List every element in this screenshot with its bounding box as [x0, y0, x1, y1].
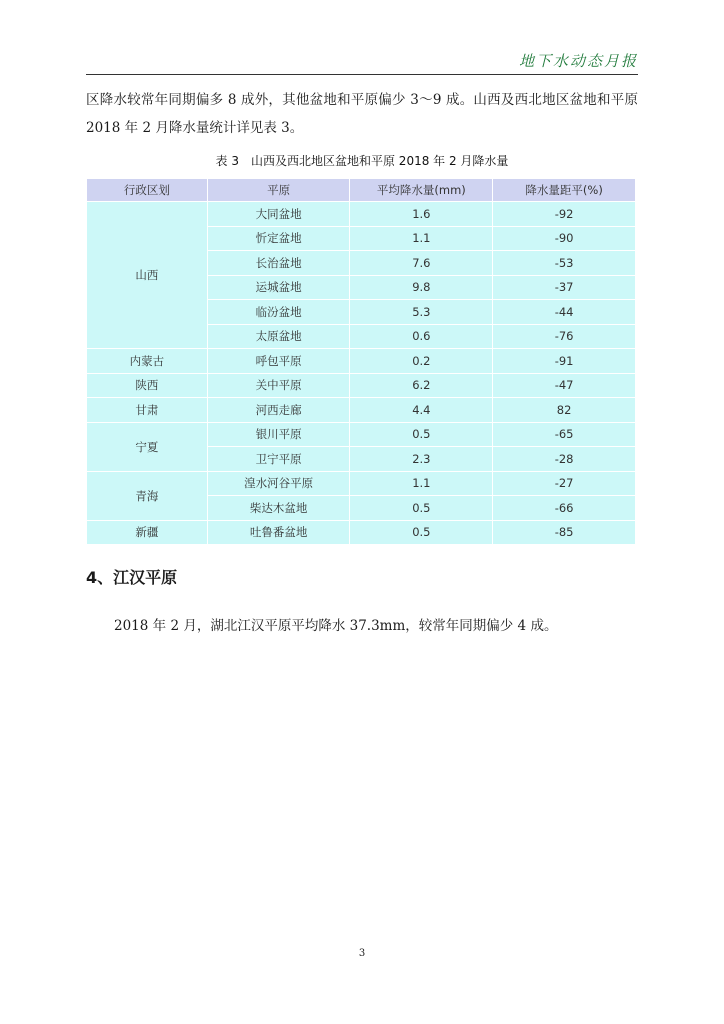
- precipitation-cell: 0.5: [350, 496, 492, 520]
- table-row: [87, 472, 635, 496]
- anomaly-cell: -65: [493, 423, 635, 447]
- anomaly-cell: -91: [493, 349, 635, 373]
- plain-cell: 湟水河谷平原: [208, 472, 350, 496]
- table-row: [87, 202, 635, 226]
- table-row: [87, 398, 635, 422]
- plain-cell: 呼包平原: [208, 349, 350, 373]
- precipitation-table: [86, 178, 636, 545]
- table-row: [87, 423, 635, 447]
- precipitation-cell: 5.3: [350, 300, 492, 324]
- precipitation-cell: 0.2: [350, 349, 492, 373]
- column-header: 降水量距平(%): [493, 179, 635, 201]
- header-divider: [86, 74, 638, 75]
- anomaly-cell: -90: [493, 227, 635, 251]
- page-number: 3: [358, 948, 366, 959]
- plain-cell: 卫宁平原: [208, 447, 350, 471]
- precipitation-cell: 9.8: [350, 276, 492, 300]
- anomaly-cell: -37: [493, 276, 635, 300]
- region-cell: 青海: [87, 472, 207, 520]
- paragraph-section4: 2018 年 2 月，湖北江汉平原平均降水 37.3mm，较常年同期偏少 4 成。: [114, 618, 558, 634]
- paragraph-intro: 区降水较常年同期偏多 8 成外，其他盆地和平原偏少 3～9 成。山西及西北地区盆地和平原 2018 年 2 月降水量统计详见表 3。: [86, 92, 638, 136]
- precipitation-cell: 2.3: [350, 447, 492, 471]
- anomaly-cell: -92: [493, 202, 635, 226]
- plain-cell: 太原盆地: [208, 325, 350, 349]
- anomaly-cell: -66: [493, 496, 635, 520]
- precipitation-cell: 1.1: [350, 472, 492, 496]
- anomaly-cell: -85: [493, 521, 635, 545]
- anomaly-cell: 82: [493, 398, 635, 422]
- anomaly-cell: -27: [493, 472, 635, 496]
- precipitation-cell: 4.4: [350, 398, 492, 422]
- table-header-row: [87, 179, 635, 201]
- column-header: 平原: [208, 179, 350, 201]
- region-cell: 内蒙古: [87, 349, 207, 373]
- plain-cell: 忻定盆地: [208, 227, 350, 251]
- region-cell: 宁夏: [87, 423, 207, 471]
- column-header: 平均降水量(mm): [350, 179, 492, 201]
- plain-cell: 运城盆地: [208, 276, 350, 300]
- plain-cell: 河西走廊: [208, 398, 350, 422]
- precipitation-cell: 0.6: [350, 325, 492, 349]
- region-cell: 甘肃: [87, 398, 207, 422]
- precipitation-cell: 7.6: [350, 251, 492, 275]
- header-title: 地下水动态月报: [518, 52, 638, 70]
- table-body: [87, 202, 635, 544]
- region-cell: 山西: [87, 202, 207, 348]
- anomaly-cell: -44: [493, 300, 635, 324]
- region-cell: 陕西: [87, 374, 207, 398]
- table-row: [87, 349, 635, 373]
- plain-cell: 临汾盆地: [208, 300, 350, 324]
- table-row: [87, 374, 635, 398]
- plain-cell: 银川平原: [208, 423, 350, 447]
- anomaly-cell: -47: [493, 374, 635, 398]
- plain-cell: 关中平原: [208, 374, 350, 398]
- anomaly-cell: -53: [493, 251, 635, 275]
- plain-cell: 长治盆地: [208, 251, 350, 275]
- precipitation-cell: 1.1: [350, 227, 492, 251]
- plain-cell: 大同盆地: [208, 202, 350, 226]
- table-caption: 表 3 山西及西北地区盆地和平原 2018 年 2 月降水量: [215, 154, 509, 168]
- section-heading: 4、江汉平原: [86, 568, 178, 587]
- plain-cell: 柴达木盆地: [208, 496, 350, 520]
- precipitation-cell: 0.5: [350, 521, 492, 545]
- region-cell: 新疆: [87, 521, 207, 545]
- anomaly-cell: -28: [493, 447, 635, 471]
- precipitation-cell: 1.6: [350, 202, 492, 226]
- plain-cell: 吐鲁番盆地: [208, 521, 350, 545]
- anomaly-cell: -76: [493, 325, 635, 349]
- precipitation-cell: 6.2: [350, 374, 492, 398]
- precipitation-cell: 0.5: [350, 423, 492, 447]
- table-row: [87, 521, 635, 545]
- column-header: 行政区划: [87, 179, 207, 201]
